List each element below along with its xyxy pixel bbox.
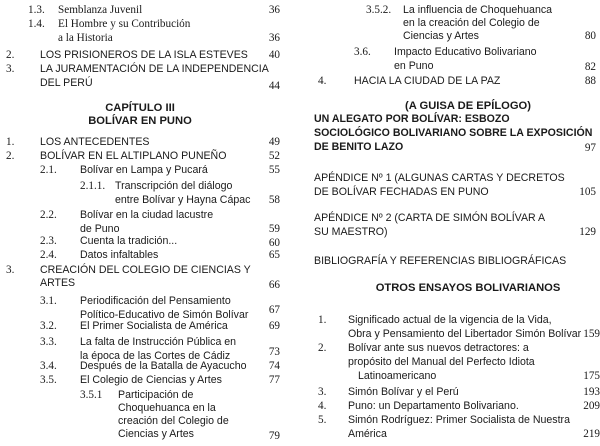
toc-entry-title-line: América [348,428,387,440]
toc-entry-title: CREACIÓN DEL COLEGIO DE CIENCIAS Y [40,264,251,276]
toc-entry-page: 60 [268,237,280,249]
toc-entry-title-line: SOCIOLÓGICO BOLIVARIANO SOBRE LA EXPOSICIÓN [314,127,593,139]
toc-entry-title: LOS ANTECEDENTES [40,136,150,148]
toc-entry-page: 129 [579,226,596,238]
toc-entry-title-line: entre Bolívar y Hayna Cápac [115,194,251,206]
toc-entry-title-line: SU MAESTRO) [314,226,388,238]
toc-entry-page: 59 [268,223,280,235]
toc-entry-page: 40 [268,49,280,61]
toc-entry-title: APÉNDICE Nº 1 (ALGUNAS CARTAS Y DECRETOS [314,172,565,184]
toc-entry-title-line: DEL PERÚ [40,77,93,89]
toc-entry-page: 82 [584,61,596,73]
toc-entry-title-line: a la Historia [58,32,113,44]
toc-entry-number: 3.6. [354,46,371,58]
toc-entry-page: 159 [583,328,600,340]
toc-entry-title-line: propósito del Manual del Perfecto Idiota [348,356,535,368]
toc-entry-title-line: Ciencias y Artes [403,30,479,42]
toc-entry-title: Participación de [118,389,194,401]
toc-entry-number: 2.4. [40,249,57,261]
toc-entry-title: UN ALEGATO POR BOLÍVAR: ESBOZO [314,113,510,125]
toc-entry-number: 2.1. [40,164,57,176]
toc-entry-page: 77 [268,374,280,386]
toc-entry-page: 67 [268,304,280,316]
toc-entry-title: Impacto Educativo Bolivariano [394,46,537,58]
toc-entry-title: El Colegio de Ciencias y Artes [80,374,222,386]
toc-entry-title-line: creación del Colegio de [118,415,229,427]
toc-entry-number: 3. [6,264,15,276]
toc-entry-number: 1. [318,314,327,326]
toc-entry-title-line: de Puno [80,223,120,235]
toc-entry-title: Simón Rodríguez: Primer Socialista de Nuestra [348,414,570,426]
toc-entry-page: 52 [268,150,280,162]
toc-entry-number: 3.5. [40,374,57,386]
toc-entry-page: 74 [268,360,280,372]
toc-entry-number: 4. [318,400,327,412]
toc-entry-title: El Hombre y su Contribución [58,18,191,30]
toc-entry-number: 3.5.2. [366,4,392,16]
toc-entry-title: LOS PRISIONEROS DE LA ISLA ESTEVES [40,49,248,61]
toc-entry-number: 1.3. [28,4,45,16]
toc-entry-title: Después de la Batalla de Ayacucho [80,360,247,372]
toc-entry-title: Simón Bolívar y el Perú [348,386,459,398]
toc-entry-number: 2.3. [40,235,57,247]
toc-entry-title: Periodificación del Pensamiento [80,295,231,307]
toc-entry-title-line: la época de las Cortes de Cádiz [80,350,231,362]
toc-entry-title: HACIA LA CIUDAD DE LA PAZ [354,75,501,87]
toc-entry-title: Cuenta la tradición... [80,235,178,247]
toc-entry-page: 65 [268,249,280,261]
toc-entry-number: 1. [6,136,15,148]
toc-entry-title-line: en Puno [394,60,434,72]
toc-entry-page: 49 [268,136,280,148]
section-heading: OTROS ENSAYOS BOLIVARIANOS [375,282,561,294]
toc-entry-number: 3. [318,386,327,398]
toc-entry-title: Transcripción del diálogo [115,180,233,192]
toc-entry-title: Bolívar en Lampa y Pucará [80,164,208,176]
toc-entry-number: 4. [318,75,327,87]
toc-entry-title: APÉNDICE Nº 2 (CARTA DE SIMÓN BOLÍVAR A [314,212,546,224]
epilogue-heading: (A GUISA DE EPÍLOGO) [405,100,531,112]
toc-entry-title-line: Choquehuanca en la [118,402,216,414]
toc-entry-title-line: Político-Educativo de Simón Bolívar [80,309,249,321]
toc-entry-page: 193 [583,386,600,398]
toc-entry-page: 88 [584,75,596,87]
toc-entry-title: La influencia de Choquehuanca [403,4,553,16]
toc-entry-page: 36 [268,4,280,16]
toc-entry-page: 58 [268,194,280,206]
toc-entry-title: El Primer Socialista de América [80,320,228,332]
toc-entry-number: 1.4. [28,18,45,30]
toc-entry-number: 3.5.1 [80,389,103,401]
toc-entry-page: 69 [268,320,280,332]
toc-entry-number: 3.1. [40,295,57,307]
toc-entry-number: 2. [318,342,327,354]
toc-entry-number: 2. [6,150,15,162]
chapter-title: BOLÍVAR EN PUNO [88,115,192,127]
toc-entry-number: 5. [318,414,327,426]
toc-entry-page: 219 [583,428,600,440]
toc-entry-title-line: Latinoamericano [358,370,437,382]
toc-entry-title: Bolívar ante sus nuevos detractores: a [348,342,529,354]
chapter-number: CAPÍTULO III [105,102,175,114]
toc-entry-page: 36 [268,32,280,44]
toc-entry-number: 3. [6,63,15,75]
toc-entry-title: Puno: un Departamento Bolivariano. [348,400,519,412]
toc-entry-title: BIBLIOGRAFÍA Y REFERENCIAS BIBLIOGRÁFICAS [314,255,567,267]
toc-entry-page: 79 [268,430,280,442]
toc-entry-number: 3.4. [40,360,57,372]
toc-entry-page: 97 [584,142,596,154]
toc-entry-title: Bolívar en la ciudad lacustre [80,209,214,221]
toc-entry-number: 2.1.1. [80,180,106,192]
toc-entry-page: 66 [268,279,280,291]
toc-entry-page: 80 [584,30,596,42]
toc-entry-page: 73 [268,346,280,358]
toc-entry-title-line: DE BENITO LAZO [314,141,404,153]
toc-entry-title: BOLÍVAR EN EL ALTIPLANO PUNEÑO [40,150,227,162]
toc-entry-number: 2. [6,49,15,61]
toc-entry-number: 2.2. [40,209,57,221]
toc-entry-page: 55 [268,164,280,176]
toc-entry-page: 175 [583,370,600,382]
toc-entry-title: Datos infaltables [80,249,159,261]
toc-entry-title: Semblanza Juvenil [58,4,143,16]
toc-entry-title: Significado actual de la vigencia de la Vida, [348,314,552,326]
toc-entry-title: La falta de Instrucción Pública en [80,336,237,348]
toc-entry-title-line: Ciencias y Artes [118,428,194,440]
toc-entry-title-line: Obra y Pensamiento del Libertador Simón Bolívar [348,328,582,340]
toc-entry-number: 3.3. [40,336,57,348]
toc-entry-title-line: en la creación del Colegio de [403,17,540,29]
toc-entry-page: 209 [583,400,600,412]
toc-entry-title-line: ARTES [40,277,76,289]
toc-entry-title: LA JURAMENTACIÓN DE LA INDEPENDENCIA [40,63,269,75]
toc-entry-page: 105 [579,186,596,198]
toc-entry-title-line: DE BOLÍVAR FECHADAS EN PUNO [314,186,489,198]
toc-entry-number: 3.2. [40,320,57,332]
toc-entry-page: 44 [268,80,280,92]
